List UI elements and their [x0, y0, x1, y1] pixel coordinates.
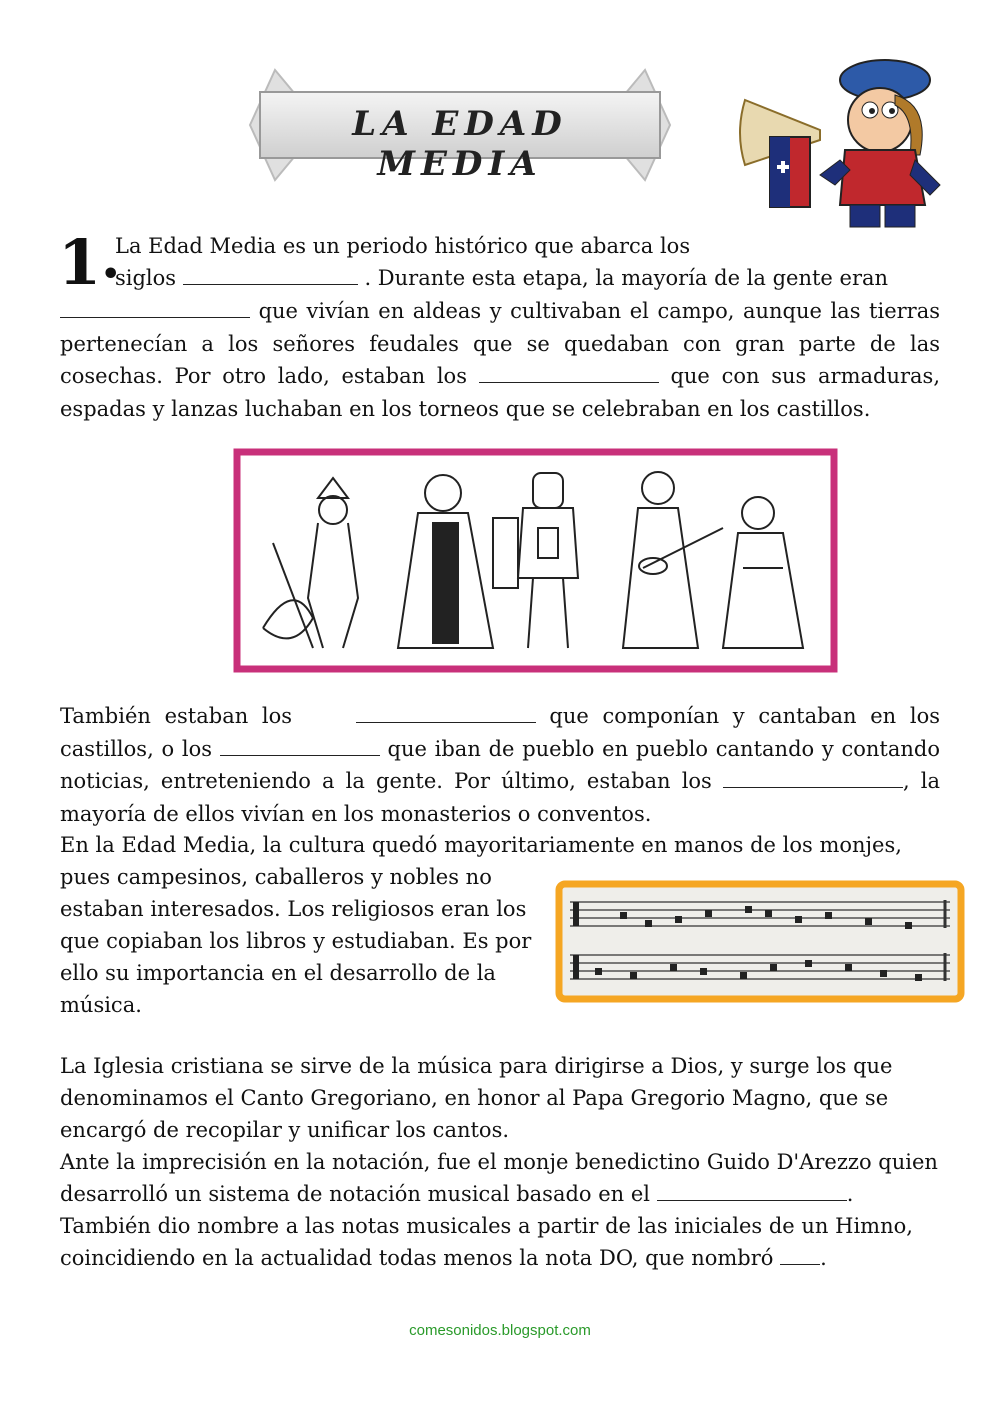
medieval-characters-illustration	[233, 448, 838, 673]
paragraph-4-line-6: También dio nombre a las notas musicales a partir de las iniciales de un Himno,	[60, 1214, 913, 1238]
section-number: 1•	[58, 226, 121, 299]
herald-trumpeter-illustration	[735, 45, 950, 235]
footer-source: comesonidos.blogspot.com	[409, 1322, 591, 1339]
blank-trovadores[interactable]	[356, 704, 536, 723]
paragraph-3-line-3: estaban interesados. Los religiosos eran los	[60, 897, 527, 921]
paragraph-4-line-7: coincidiendo en la actualidad todas menos la nota DO, que nombró .	[60, 1246, 827, 1270]
paragraph-1-line-1: La Edad Media es un periodo histórico que abarca los	[115, 234, 691, 258]
paragraph-3-line-1: En la Edad Media, la cultura quedó mayoritariamente en manos de los monjes,	[60, 833, 902, 857]
paragraph-4-line-5: desarrolló un sistema de notación musical basado en el .	[60, 1182, 854, 1206]
paragraph-4-line-2: denominamos el Canto Gregoriano, en honor al Papa Gregorio Magno, que se	[60, 1086, 889, 1110]
blank-siglos[interactable]	[183, 266, 358, 285]
paragraph-3-line-2: pues campesinos, caballeros y nobles no	[60, 865, 492, 889]
paragraph-1-continued: que vivían en aldeas y cultivaban el campo, aunque las tierras pertenecían a los señores feudales que se quedaban con gran parte de las cosechas. Por otro lado, estaban los que con sus armaduras, espadas y lanzas luchaban en los torneos que se celebraban en los castillos.	[60, 299, 940, 421]
blank-campesinos[interactable]	[60, 299, 250, 318]
blank-caballeros[interactable]	[479, 364, 659, 383]
page-title: LA EDAD MEDIA	[352, 104, 568, 184]
blank-nota-do[interactable]	[780, 1246, 820, 1265]
paragraph-2: También estaban los que componían y cantaban en los castillos, o los que iban de pueblo en pueblo cantando y contando noticias, entreteniendo a la gente. Por último, estaban los , la mayoría de ellos vivían en los monasterios o conventos.	[60, 704, 940, 826]
paragraph-3-line-6: música.	[60, 993, 142, 1017]
gregorian-notation-illustration	[555, 880, 965, 1003]
blank-monjes[interactable]	[723, 769, 903, 788]
paragraph-4-line-3: encargó de recopilar y unificar los cantos.	[60, 1118, 510, 1142]
paragraph-1-body: siglos . Durante esta etapa, la mayoría de la gente eran	[115, 266, 889, 290]
paragraph-4-line-1: La Iglesia cristiana se sirve de la música para dirigirse a Dios, y surge los que	[60, 1054, 893, 1078]
paragraph-3-line-5: ello su importancia en el desarrollo de la	[60, 961, 496, 985]
blank-tetragrama[interactable]	[657, 1182, 847, 1201]
paragraph-3-line-4: que copiaban los libros y estudiaban. Es por	[60, 929, 532, 953]
paragraph-4-line-4: Ante la imprecisión en la notación, fue el monje benedictino Guido D'Arezzo quien	[60, 1150, 938, 1174]
blank-juglares[interactable]	[220, 737, 380, 756]
